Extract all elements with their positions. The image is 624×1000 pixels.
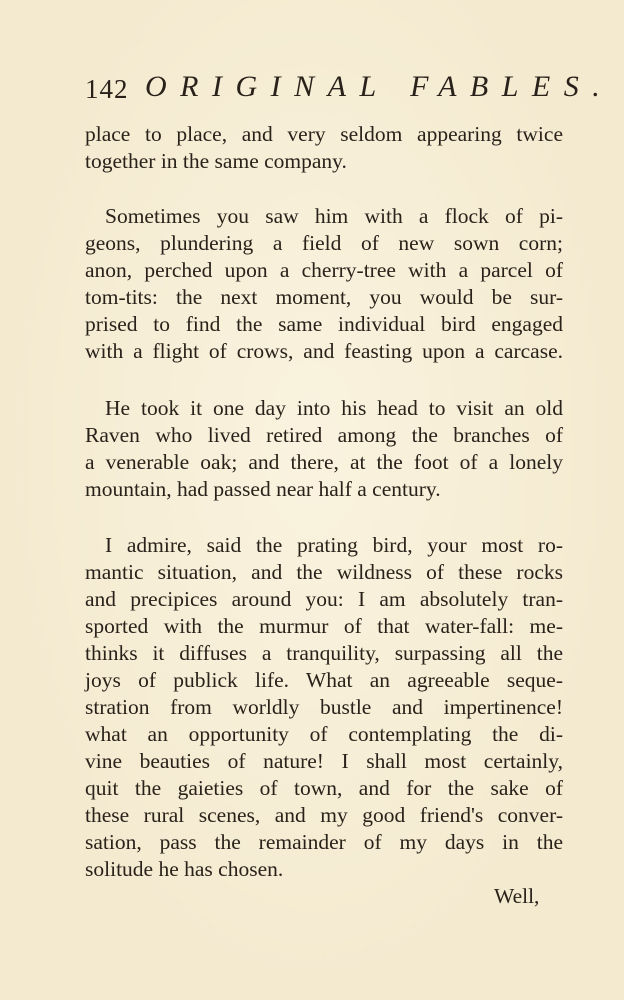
text-line: together in the same company. <box>85 149 347 173</box>
catchword: Well, <box>494 884 540 908</box>
text-line: anon, perched upon a cherry-tree with a parcel of <box>85 258 563 282</box>
text-line: stration from worldly bustle and impertinence! <box>85 695 563 719</box>
text-line: place to place, and very seldom appearing twice <box>85 122 563 146</box>
text-line: mountain, had passed near half a century. <box>85 477 441 501</box>
text-line: Sometimes you saw him with a flock of pi- <box>105 204 563 228</box>
text-line: Raven who lived retired among the branches of <box>85 423 563 447</box>
text-line: sported with the murmur of that water-fall: me- <box>85 614 563 638</box>
page-number: 142 <box>85 74 129 104</box>
text-line: vine beauties of nature! I shall most certainly, <box>85 749 563 773</box>
page-header <box>85 70 614 110</box>
text-line: tom-tits: the next moment, you would be sur- <box>85 285 563 309</box>
text-line: these rural scenes, and my good friend's conver- <box>85 803 563 827</box>
text-line: mantic situation, and the wildness of these rocks <box>85 560 563 584</box>
text-line: with a flight of crows, and feasting upon a carcase. <box>85 339 563 363</box>
text-line: and precipices around you: I am absolutely tran- <box>85 587 563 611</box>
text-line: quit the gaieties of town, and for the sake of <box>85 776 563 800</box>
text-line: joys of publick life. What an agreeable seque- <box>85 668 563 692</box>
text-line: sation, pass the remainder of my days in the <box>85 830 563 854</box>
text-line: thinks it diffuses a tranquility, surpassing all the <box>85 641 563 665</box>
text-line: geons, plundering a field of new sown corn; <box>85 231 563 255</box>
text-line: I admire, said the prating bird, your most ro- <box>105 533 563 557</box>
running-head: ORIGINAL FABLES. <box>145 70 614 103</box>
text-line: a venerable oak; and there, at the foot of a lonely <box>85 450 563 474</box>
text-line: He took it one day into his head to visit an old <box>105 396 563 420</box>
text-line: prised to find the same individual bird engaged <box>85 312 563 336</box>
text-line: what an opportunity of contemplating the di- <box>85 722 563 746</box>
text-line: solitude he has chosen. <box>85 857 284 881</box>
